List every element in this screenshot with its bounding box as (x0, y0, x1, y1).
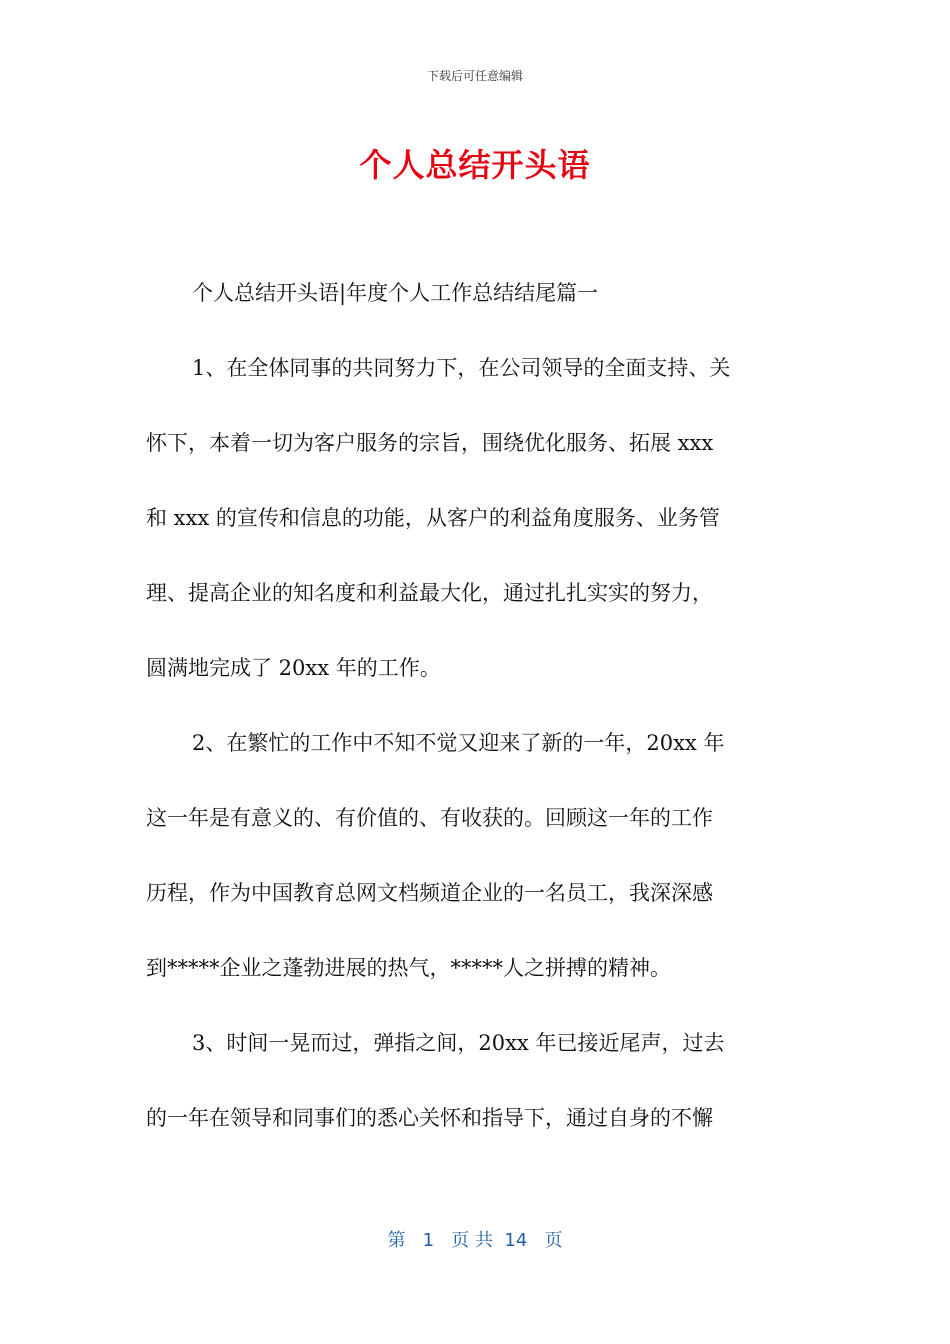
paragraph-2-line-2: 这一年是有意义的、有价值的、有收获的。回顾这一年的工作 (146, 806, 713, 830)
paragraph-3-line-2: 的一年在领导和同事们的悉心关怀和指导下，通过自身的不懈 (146, 1106, 713, 1130)
paragraph-1-line-1: 1、在全体同事的共同努力下，在公司领导的全面支持、关 (192, 356, 731, 380)
paragraph-1-line-2: 怀下，本着一切为客户服务的宗旨，围绕优化服务、拓展 xxx (146, 431, 714, 455)
subtitle-line: 个人总结开头语|年度个人工作总结结尾篇一 (192, 281, 599, 305)
paragraph-1-line-3: 和 xxx 的宣传和信息的功能，从客户的利益角度服务、业务管 (146, 506, 720, 530)
page-number-footer: 第 1 页 共 14 页 (387, 1230, 563, 1251)
paragraph-1-line-5: 圆满地完成了 20xx 年的工作。 (146, 656, 441, 680)
paragraph-1-line-4: 理、提高企业的知名度和利益最大化，通过扎扎实实的努力， (146, 581, 713, 605)
paragraph-3-line-1: 3、时间一晃而过，弹指之间，20xx 年已接近尾声，过去 (192, 1031, 725, 1055)
header-note: 下载后可任意编辑 (426, 69, 523, 83)
paragraph-2-line-3: 历程，作为中国教育总网文档频道企业的一名员工，我深深感 (146, 881, 713, 905)
paragraph-2-line-4: 到*****企业之蓬勃进展的热气，*****人之拼搏的精神。 (146, 956, 671, 980)
paragraph-2-line-1: 2、在繁忙的工作中不知不觉又迎来了新的一年，20xx 年 (192, 731, 725, 755)
document-body (146, 270, 806, 1170)
document-title: 个人总结开头语 (359, 146, 591, 184)
